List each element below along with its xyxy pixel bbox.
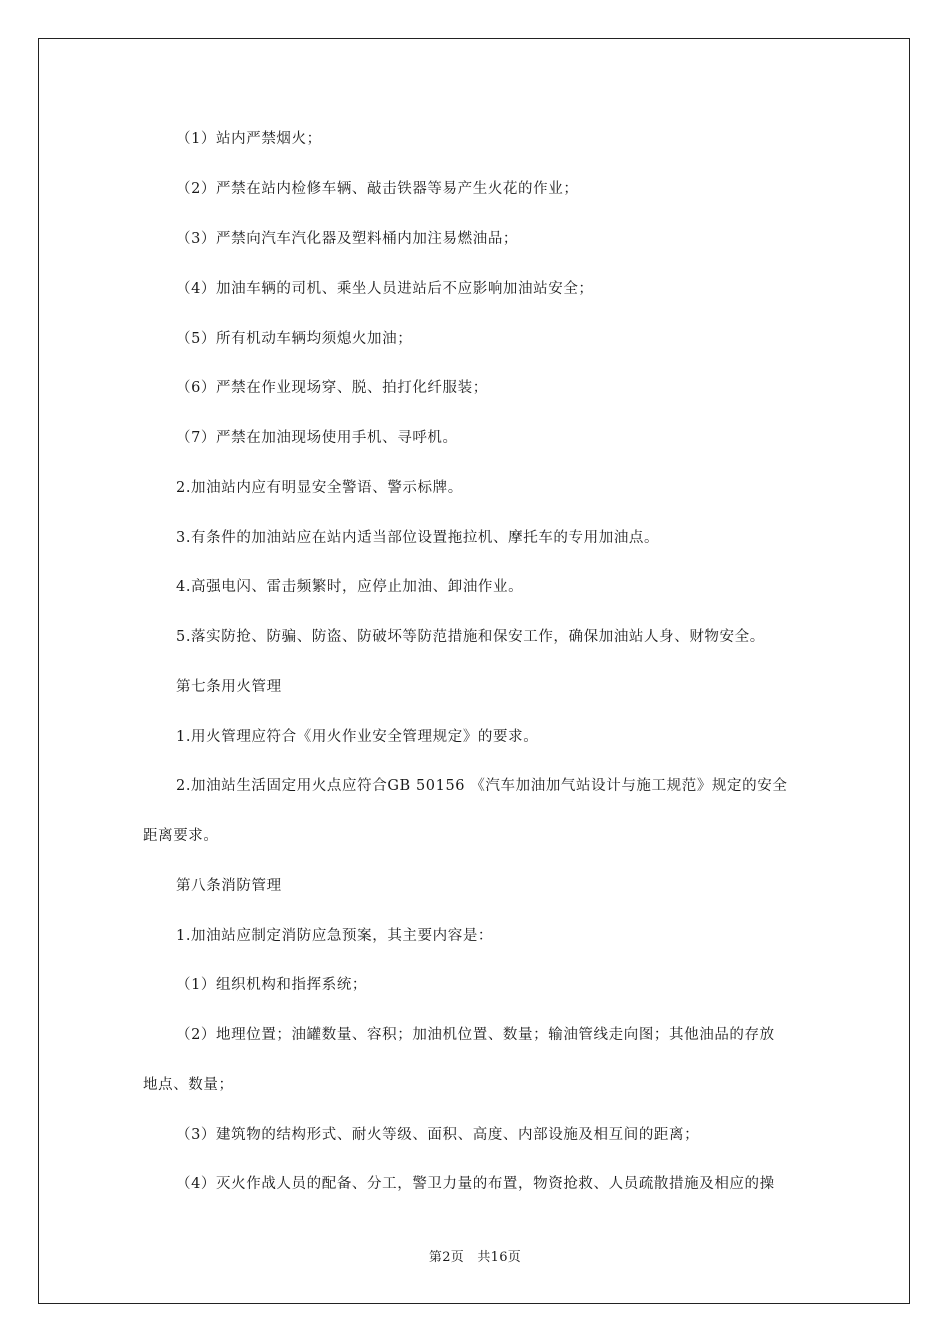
text-line: （1）组织机构和指挥系统； <box>176 977 368 993</box>
text-line: 2.加油站内应有明显安全警语、警示标牌。 <box>176 480 463 496</box>
section-heading: 第八条消防管理 <box>176 878 282 894</box>
text-line: （1）站内严禁烟火； <box>176 131 322 147</box>
section-heading: 第七条用火管理 <box>176 679 282 695</box>
text-line: 5.落实防抢、防骗、防盗、防破坏等防范措施和保安工作，确保加油站人身、财物安全。 <box>176 629 765 645</box>
text-line: 1.用火管理应符合《用火作业安全管理规定》的要求。 <box>176 729 539 745</box>
text-line: （4）加油车辆的司机、乘坐人员进站后不应影响加油站安全； <box>176 281 594 297</box>
text-line: （7）严禁在加油现场使用手机、寻呼机。 <box>176 430 458 446</box>
page-border <box>38 38 910 1304</box>
text-line: （5）所有机动车辆均须熄火加油； <box>176 331 413 347</box>
page-number-footer: 第2页 共16页 <box>428 1250 522 1265</box>
text-line: 1.加油站应制定消防应急预案，其主要内容是： <box>176 928 494 944</box>
text-line: （6）严禁在作业现场穿、脱、拍打化纤服装； <box>176 380 488 396</box>
text-line: （4）灭火作战人员的配备、分工，警卫力量的布置，物资抢救、人员疏散措施及相应的操 <box>176 1176 775 1192</box>
text-line: 2.加油站生活固定用火点应符合GB 50156 《汽车加油加气站设计与施工规范》规定的安全 <box>176 778 788 794</box>
text-line: 4.高强电闪、雷击频繁时，应停止加油、卸油作业。 <box>176 579 524 595</box>
text-line: 距离要求。 <box>143 828 219 844</box>
text-line: （3）建筑物的结构形式、耐火等级、面积、高度、内部设施及相互间的距离； <box>176 1127 700 1143</box>
text-line: 地点、数量； <box>143 1077 234 1093</box>
text-line: 3.有条件的加油站应在站内适当部位设置拖拉机、摩托车的专用加油点。 <box>176 530 660 546</box>
text-line: （2）地理位置；油罐数量、容积；加油机位置、数量；输油管线走向图；其他油品的存放 <box>176 1027 775 1043</box>
text-line: （3）严禁向汽车汽化器及塑料桶内加注易燃油品； <box>176 231 519 247</box>
text-line: （2）严禁在站内检修车辆、敲击铁器等易产生火花的作业； <box>176 181 579 197</box>
